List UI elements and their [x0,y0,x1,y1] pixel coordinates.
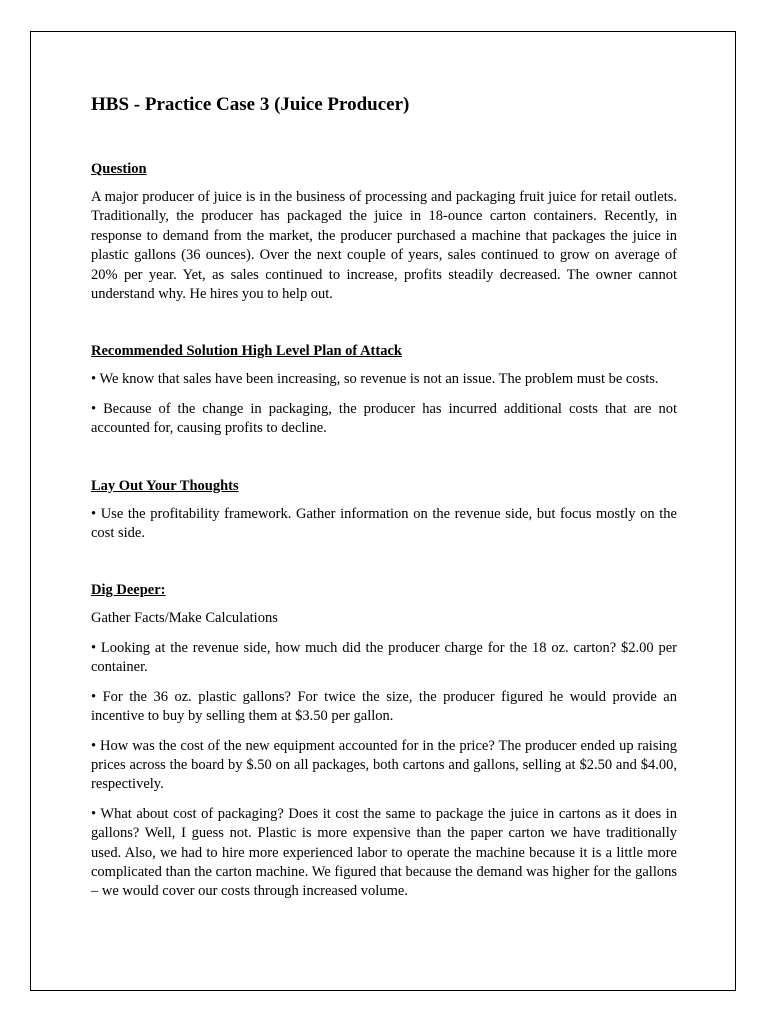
plan-heading: Recommended Solution High Level Plan of Attack [91,343,402,360]
deeper-bullet: • How was the cost of the new equipment accounted for in the price? The producer ended up raising prices across the board by $.50 on all packages, both cartons and gallons, selling at $2.50 and $4.00, respectively. [91,737,677,793]
deeper-section [91,581,677,901]
deeper-subheading: Gather Facts/Make Calculations [91,610,278,627]
thoughts-section [91,477,677,544]
deeper-heading: Dig Deeper: [91,582,166,599]
deeper-bullet: • For the 36 oz. plastic gallons? For twice the size, the producer figured he would provide an incentive to buy by selling them at $3.50 per gallon. [91,688,677,725]
deeper-bullet: • Looking at the revenue side, how much did the producer charge for the 18 oz. carton? $2.00 per container. [91,639,677,676]
thoughts-bullet: • Use the profitability framework. Gather information on the revenue side, but focus mostly on the cost side. [91,505,677,542]
question-section [91,160,677,304]
thoughts-heading: Lay Out Your Thoughts [91,477,239,494]
plan-bullet: • Because of the change in packaging, the producer has incurred additional costs that are not accounted for, causing profits to decline. [91,400,677,437]
document-body [91,93,677,912]
plan-section [91,342,677,438]
spacer [91,449,677,477]
plan-bullet: • We know that sales have been increasing, so revenue is not an issue. The problem must be costs. [91,371,659,388]
deeper-bullet: • What about cost of packaging? Does it cost the same to package the juice in cartons as it does in gallons? Well, I guess not. Plastic is more expensive than the paper carton we have traditionally used. Also, we had to hire more experienced labor to operate the machine because it is a little more complicated than the carton machine. We figured that because the demand was higher for the gallons – we would cover our costs through increased volume. [91,805,677,900]
question-text: A major producer of juice is in the business of processing and packaging fruit juice for retail outlets. Traditionally, the producer has packaged the juice in 18-ounce carton containers. Recently, in response to demand from the market, the producer purchased a machine that packages the juice in plastic gallons (36 ounces). Over the next couple of years, sales continued to grow on average of 20% per year. Yet, as sales continued to increase, profits steadily decreased. The owner cannot understand why. He hires you to help out. [91,189,677,303]
document-title: HBS - Practice Case 3 (Juice Producer) [91,94,410,115]
question-heading: Question [91,161,147,177]
spacer [91,314,677,342]
spacer [91,553,677,581]
